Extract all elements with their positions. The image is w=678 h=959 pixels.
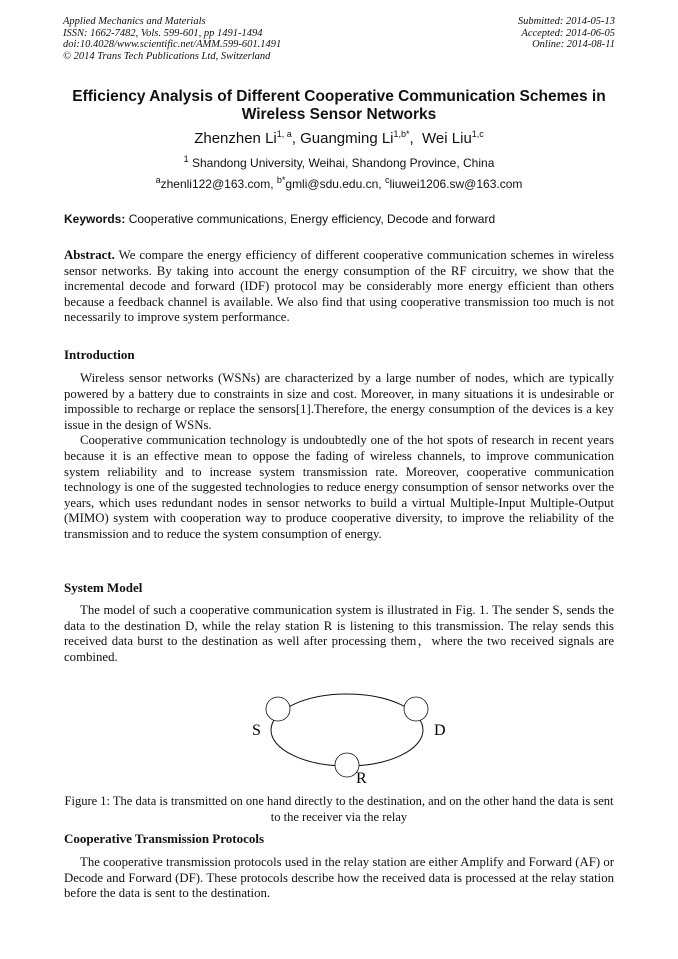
dates-info: [518, 16, 615, 51]
sender-label: S: [252, 722, 261, 739]
author-sup: 1,b*: [393, 129, 410, 139]
destination-label: D: [434, 722, 446, 739]
email: gmli@sdu.edu.cn,: [285, 177, 382, 191]
abstract: [64, 248, 614, 326]
copyright-line: © 2014 Trans Tech Publications Ltd, Switzerland: [63, 50, 271, 62]
keywords: [64, 212, 624, 226]
protocols-body: [64, 855, 614, 902]
relay-label: R: [356, 770, 367, 785]
paragraph: The cooperative transmission protocols used in the relay station are either Amplify and Forward (AF) or Decode and Forward (DF). These protocols describe how the received data is processed at the relay station before the data is sent to the destination.: [64, 855, 614, 901]
issn-line: ISSN: 1662-7482, Vols. 599-601, pp 1491-1494: [63, 27, 263, 39]
figure-caption: Figure 1: The data is transmitted on one hand directly to the destination, and on the other hand the data is sent to the receiver via the relay: [64, 794, 614, 824]
system-model-heading: System Model: [64, 580, 143, 595]
system-model-body: [64, 603, 614, 665]
email-list: [0, 177, 678, 191]
email-sup: c: [384, 175, 390, 185]
protocols-heading: Cooperative Transmission Protocols: [64, 831, 265, 846]
journal-info: [63, 16, 281, 62]
abstract-text: We compare the energy efficiency of different cooperative communication schemes in wireless sensor networks. By taking into account the energy consumption of the RF circuitry, we show that the incremental decode and forward (IDF) protocol may be considerably more energy efficient than others because a feedback channel is available. We also find that using cooperative transmission too much is not necessarily to improve system performance.: [64, 248, 615, 325]
affiliation-text: Shandong University, Weihai, Shandong Province, China: [191, 156, 495, 170]
author-sup: 1, a: [276, 129, 292, 139]
doi-line: doi:10.4028/www.scientific.net/AMM.599-601.1491: [63, 39, 282, 50]
email: zhenli122@163.com,: [160, 177, 274, 191]
accepted-date: Accepted: 2014-06-05: [521, 27, 615, 39]
cooperative-system-diagram: [230, 685, 460, 785]
keywords-label: Keywords:: [64, 212, 126, 226]
online-date: Online: 2014-08-11: [532, 39, 615, 50]
email: liuwei1206.sw@163.com: [389, 177, 523, 191]
author-name: Guangming Li: [300, 130, 394, 147]
email-sup: b*: [276, 175, 286, 185]
submitted-date: Submitted: 2014-05-13: [517, 16, 615, 27]
author-sup: 1,c: [471, 129, 484, 139]
keywords-text: Cooperative communications, Energy efficiency, Decode and forward: [128, 212, 496, 226]
author-name: Wei Liu: [422, 130, 472, 147]
affiliation-sup: 1: [183, 154, 189, 164]
destination-node: [404, 697, 428, 721]
paper-title: Efficiency Analysis of Different Cooperative Communication Schemes in Wireless Sensor Networks: [72, 88, 606, 123]
sender-node: [266, 697, 290, 721]
journal-name: Applied Mechanics and Materials: [63, 16, 206, 27]
email-sup: a: [155, 175, 161, 185]
paragraph: The model of such a cooperative communication system is illustrated in Fig. 1. The sender S, sends the data to the destination D, while the relay station R is listening to this transmission. The relay sends this received data burst to the destination as well after processing them，where the two received signals are combined.: [64, 603, 614, 664]
author-list: Zhenzhen Li$^{1, a}$, Guangming $Li^{1,b*}$, Wei Liu$^{1,c}$: [194, 129, 484, 147]
introduction-body: [64, 371, 614, 543]
paragraph: Cooperative communication technology is undoubtedly one of the hot spots of research in recent years because it is an effective mean to oppose the fading of wireless channels, to improve communication system reliability and to increase system transmission rate. Moreover, cooperative communication technology is one of the suggested technologies to reduce energy consumption of sensor networks over the years, which uses redundant nodes in sensor networks to build a virtual Multiple-Input Multiple-Output (MIMO) system with cooperation way to produce cooperative diversity, to improve the reliability of the transmission and to reduce the system consumption of energy.: [64, 433, 614, 541]
affiliation: [0, 156, 678, 170]
author-name: Zhenzhen Li: [194, 130, 277, 147]
paragraph: Wireless sensor networks (WSNs) are characterized by a large number of nodes, which are typically powered by a battery due to constraints in size and cost. Moreover, in many situations it is undesirable or impossible to recharge or replace the sensors[1].Therefore, the energy consumption of the devices is a key issue in the design of WSNs.: [64, 371, 614, 432]
introduction-heading: Introduction: [64, 347, 135, 362]
abstract-label: Abstract.: [64, 248, 115, 262]
